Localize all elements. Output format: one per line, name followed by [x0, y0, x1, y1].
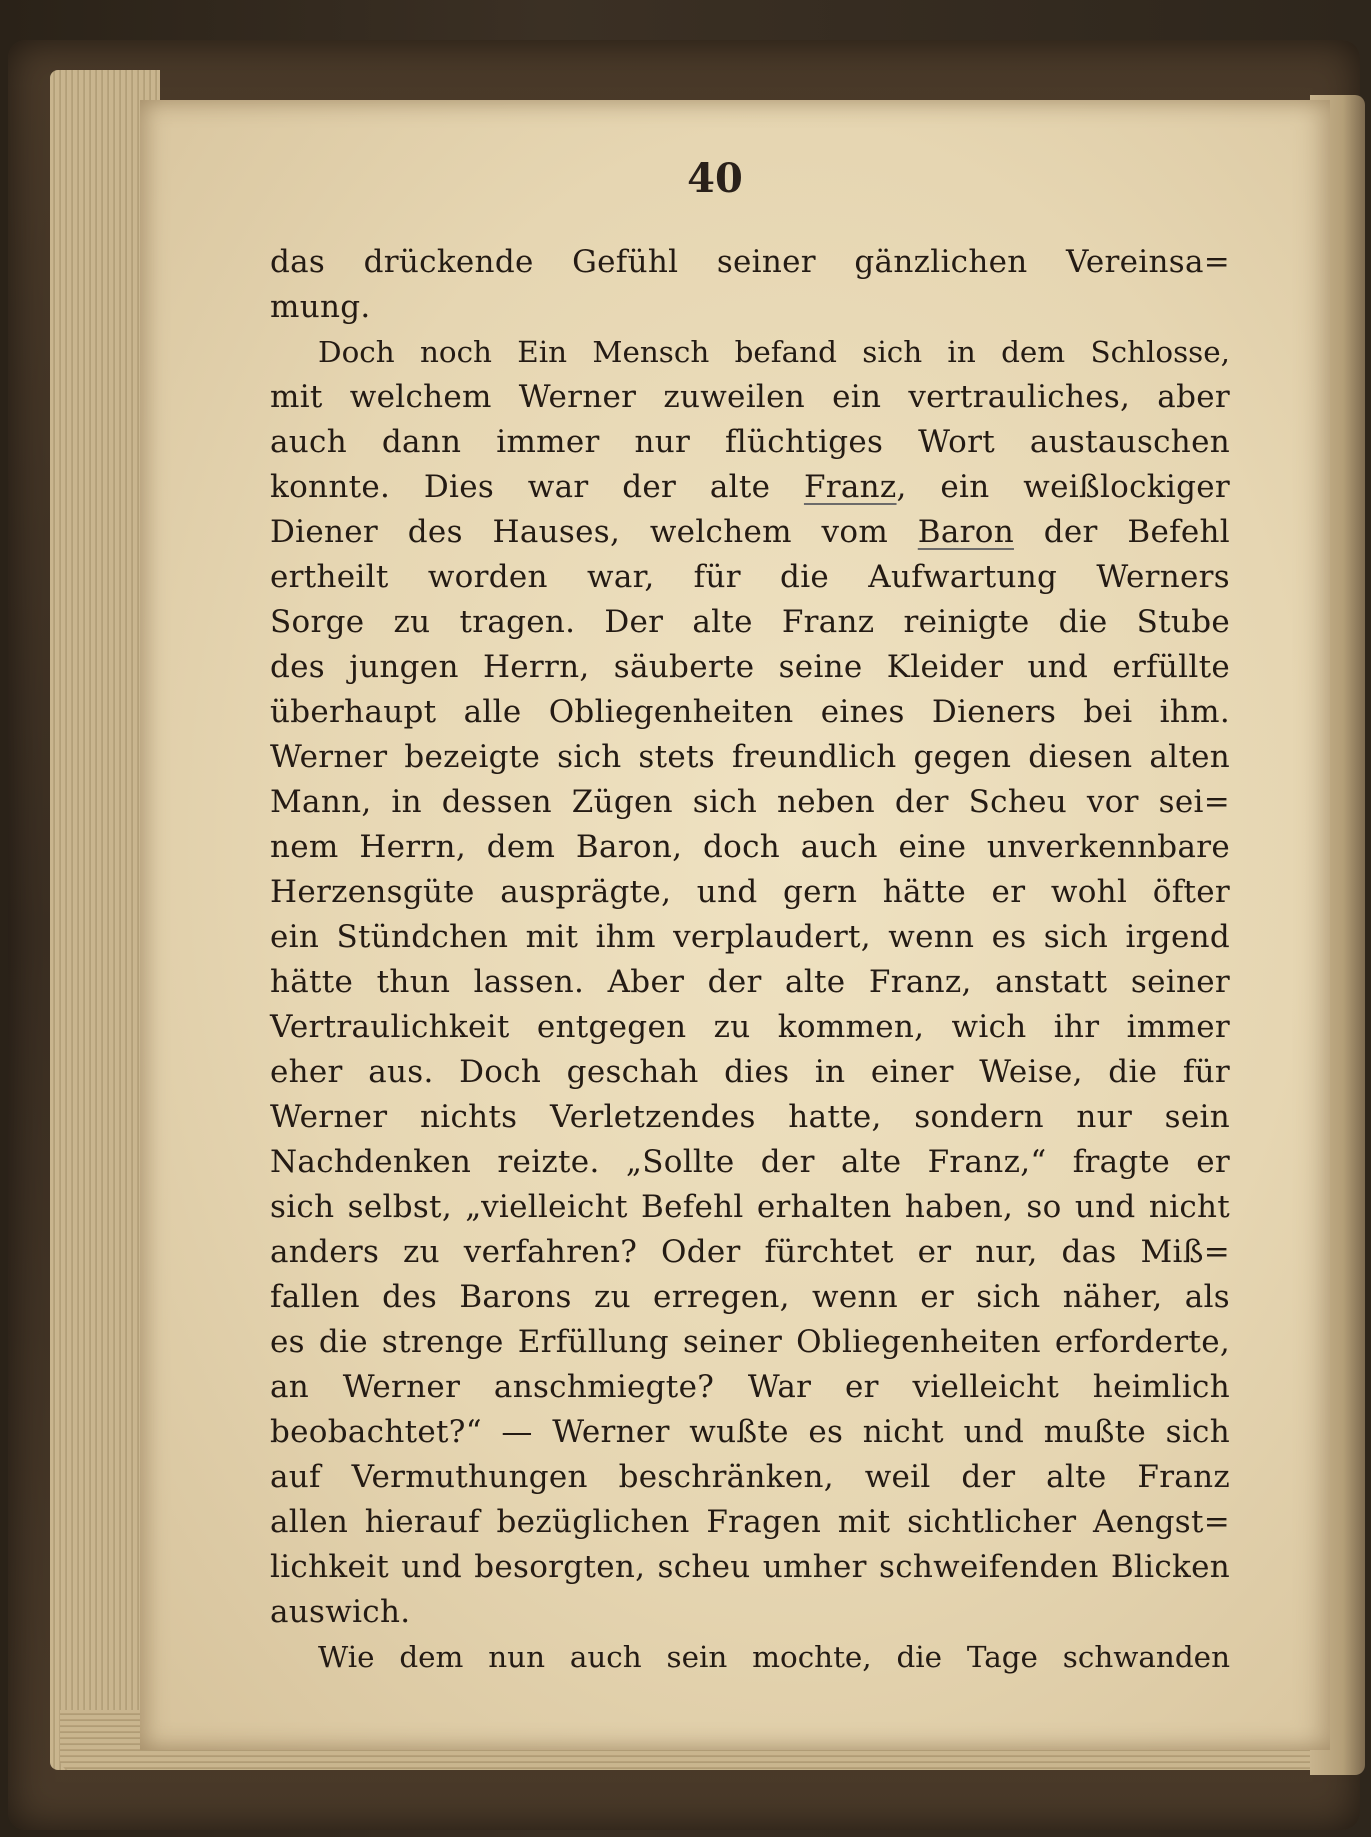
text-line: beobachtet?“ — Werner wußte es nicht und mußte sich	[270, 1414, 1230, 1450]
text-segment: , ein weißlockiger	[896, 469, 1230, 505]
text-line: es die strenge Erfüllung seiner Obliegenheiten erforderte,	[270, 1324, 1230, 1360]
text-line: auch dann immer nur flüchtiges Wort austauschen	[270, 424, 1230, 460]
text-line: das drückende Gefühl seiner gänzlichen Vereinsa=	[270, 244, 1230, 280]
text-line: auf Vermuthungen beschränken, weil der alte Franz	[270, 1459, 1230, 1495]
pencil-underlined-word: Franz	[803, 469, 897, 505]
text-line: lichkeit und besorgten, scheu umher schweifenden Blicken	[270, 1549, 1230, 1585]
text-line: mung.	[270, 289, 371, 325]
pencil-underlined-word: Baron	[917, 514, 1014, 550]
text-segment: Diener des Hauses, welchem vom	[270, 514, 918, 550]
page-number-area	[140, 0, 1330, 220]
text-line: allen hierauf bezüglichen Fragen mit sichtlicher Aengst=	[270, 1504, 1230, 1540]
text-line: Mann, in dessen Zügen sich neben der Scheu vor sei=	[270, 784, 1230, 820]
text-line: fallen des Barons zu erregen, wenn er sich näher, als	[270, 1279, 1230, 1315]
text-segment: konnte. Dies war der alte	[270, 469, 804, 505]
text-line: auswich.	[270, 1594, 411, 1630]
text-line-underlined-franz	[270, 465, 1230, 510]
text-line: an Werner anschmiegte? War er vielleicht heimlich	[270, 1369, 1230, 1405]
text-line: nem Herrn, dem Baron, doch auch eine unverkennbare	[270, 829, 1230, 865]
text-line: Werner nichts Verletzendes hatte, sondern nur sein	[270, 1099, 1230, 1135]
text-line: des jungen Herrn, säuberte seine Kleider und erfüllte	[270, 649, 1230, 685]
text-line: Vertraulichkeit entgegen zu kommen, wich ihr immer	[270, 1009, 1230, 1045]
text-line: hätte thun lassen. Aber der alte Franz, anstatt seiner	[270, 964, 1230, 1000]
body-text	[270, 240, 1230, 1680]
text-line: Nachdenken reizte. „Sollte der alte Franz,“ fragte er	[270, 1144, 1230, 1180]
text-segment: der Befehl	[1013, 514, 1230, 550]
text-line: überhaupt alle Obliegenheiten eines Dieners bei ihm.	[270, 694, 1230, 730]
text-line: Doch noch Ein Mensch befand sich in dem Schlosse,	[318, 335, 1230, 369]
text-line-underlined-baron	[270, 510, 1230, 555]
text-line: anders zu verfahren? Oder fürchtet er nur, das Miß=	[270, 1234, 1230, 1270]
text-line: mit welchem Werner zuweilen ein vertrauliches, aber	[270, 379, 1230, 415]
text-line: Sorge zu tragen. Der alte Franz reinigte die Stube	[270, 604, 1230, 640]
text-line: ertheilt worden war, für die Aufwartung Werners	[270, 559, 1230, 595]
text-line: sich selbst, „vielleicht Befehl erhalten haben, so und nicht	[270, 1189, 1230, 1225]
text-line: Wie dem nun auch sein mochte, die Tage schwanden	[318, 1640, 1230, 1674]
text-line: Herzensgüte ausprägte, und gern hätte er wohl öfter	[270, 874, 1230, 910]
text-line: eher aus. Doch geschah dies in einer Weise, die für	[270, 1054, 1230, 1090]
text-line: Werner bezeigte sich stets freundlich gegen diesen alten	[270, 739, 1230, 775]
page-number: 40	[687, 155, 743, 202]
text-line: ein Stündchen mit ihm verplaudert, wenn es sich irgend	[270, 919, 1230, 955]
